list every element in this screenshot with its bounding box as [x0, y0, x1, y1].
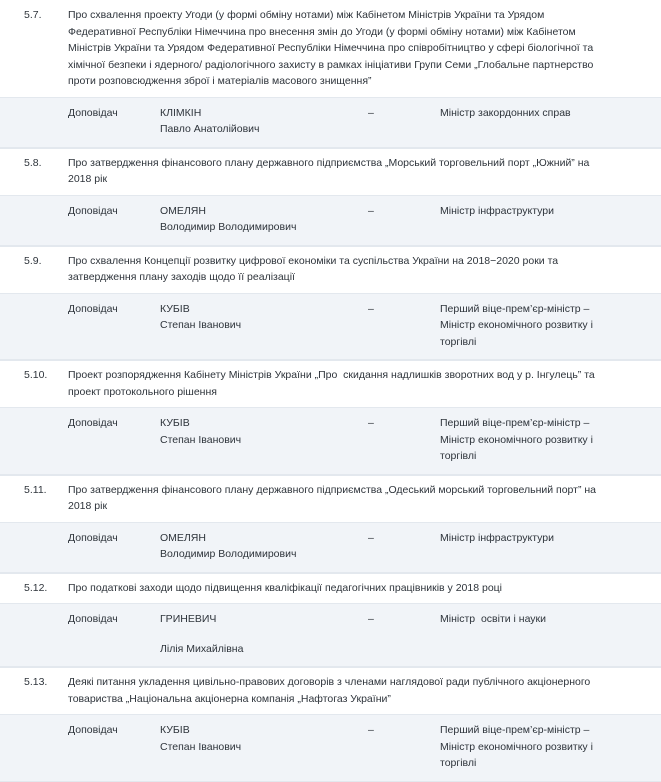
- speaker-role-label: Доповідач: [68, 106, 118, 119]
- speaker-position: Міністр освіти і науки: [440, 613, 547, 625]
- speaker-role-label: Доповідач: [68, 613, 118, 625]
- speaker-position: Перший віце-прем’єр-міністр – Міністр економічного розвитку і торгівлі: [440, 302, 596, 348]
- speaker-given-name: Павло Анатолійович: [160, 123, 260, 135]
- speaker-name: [160, 105, 368, 138]
- agenda-speaker-row: [0, 714, 661, 782]
- speaker-position: Перший віце-прем’єр-міністр – Міністр економічного розвитку і торгівлі: [440, 724, 596, 769]
- speaker-surname: ОМЕЛЯН: [160, 204, 206, 217]
- agenda-speaker-row: [0, 293, 661, 361]
- agenda-speaker-row: [0, 603, 661, 667]
- speaker-position: Перший віце-прем’єр-міністр – Міністр економічного розвитку і торгівлі: [440, 417, 596, 462]
- speaker-dash-separator: –: [368, 302, 374, 315]
- speaker-dash-separator: –: [368, 204, 374, 217]
- speaker-name: [160, 722, 368, 755]
- agenda-item-number: 5.9.: [24, 254, 42, 267]
- speaker-dash-separator: –: [368, 724, 374, 736]
- agenda-item-number: 5.7.: [24, 9, 42, 21]
- agenda-item-title: Про схвалення проекту Угоди (у формі обміну нотами) між Кабінетом Міністрів України та Урядом Федеративної Республіки Німеччина про внесення змін до Угоди (у формі обміну нотами) між Кабінетом Міністрів України та Урядом Федеративної Республіки Німеччина про співробітництво у сфері біологічної та хімічної безпеки і ядерного/ радіологічного захисту в рамках ініціативи Групи Семи „Глобальне партнерство проти розповсюдження зброї і матеріалів масового знищення”: [68, 9, 597, 87]
- agenda-item-title: Деякі питання укладення цивільно-правових договорів з членами наглядової ради публічного акціонерного товариства „Національна акціонерна компанія „Нафтогаз України”: [68, 676, 594, 705]
- agenda-speaker-row: [0, 407, 661, 475]
- speaker-given-name: Степан Іванович: [160, 319, 242, 331]
- agenda-item-row: [0, 573, 661, 604]
- agenda-item-row: [0, 0, 661, 97]
- speaker-surname: ОМЕЛЯН: [160, 531, 206, 544]
- agenda-item-title: Проект розпорядження Кабінету Міністрів України „Про скидання надлишків зворотних вод у р. Інгулець” та проект протокольного рішення: [68, 369, 598, 398]
- speaker-surname: КУБІВ: [160, 724, 190, 736]
- agenda-item-row: [0, 360, 661, 407]
- speaker-role-label: Доповідач: [68, 417, 118, 429]
- speaker-role-label: Доповідач: [68, 302, 118, 315]
- agenda-item-row: [0, 475, 661, 522]
- agenda-item-title: Про затвердження фінансового плану державного підприємства „Одеський морський торговельний порт” на 2018 рік: [68, 483, 599, 512]
- agenda-speaker-row: [0, 195, 661, 246]
- speaker-position: Міністр інфраструктури: [440, 204, 554, 217]
- speaker-given-name: Лілія Михайлівна: [160, 642, 244, 655]
- speaker-position: Міністр інфраструктури: [440, 531, 554, 544]
- agenda-item-number: 5.8.: [24, 156, 42, 169]
- agenda-item-title: Про затвердження фінансового плану державного підприємства „Морський торговельний порт „Южний” на 2018 рік: [68, 156, 593, 185]
- speaker-surname: КУБІВ: [160, 417, 190, 429]
- speaker-role-label: Доповідач: [68, 531, 118, 544]
- speaker-given-name: Володимир Володимирович: [160, 548, 297, 560]
- agenda-item-number: 5.11.: [24, 483, 47, 496]
- agenda-item-title: Про схвалення Концепції розвитку цифрової економіки та суспільства України на 2018−2020 роки та затвердження плану заходів щодо її реалізації: [68, 254, 562, 283]
- speaker-role-label: Доповідач: [68, 724, 118, 736]
- speaker-name: [160, 415, 368, 448]
- speaker-dash-separator: –: [368, 417, 374, 429]
- agenda-item-number: 5.10.: [24, 369, 48, 381]
- speaker-given-name: Володимир Володимирович: [160, 221, 297, 233]
- speaker-name: [160, 203, 368, 236]
- agenda-item-row: [0, 667, 661, 714]
- agenda-speaker-row: [0, 522, 661, 573]
- speaker-role-label: Доповідач: [68, 204, 118, 217]
- speaker-surname: ГРИНЕВИЧ: [160, 613, 217, 625]
- agenda-item-number: 5.13.: [24, 676, 48, 688]
- speaker-name: [160, 530, 368, 563]
- speaker-position: Міністр закордонних справ: [440, 106, 571, 119]
- speaker-dash-separator: –: [368, 106, 374, 119]
- agenda-speaker-row: [0, 97, 661, 148]
- agenda-item-title: Про податкові заходи щодо підвищення кваліфікації педагогічних працівників у 2018 році: [68, 581, 503, 594]
- speaker-given-name: Степан Іванович: [160, 740, 242, 753]
- agenda-item-row: [0, 246, 661, 293]
- speaker-given-name: Степан Іванович: [160, 433, 242, 446]
- speaker-name: [160, 611, 368, 657]
- speaker-name: [160, 301, 368, 334]
- speaker-dash-separator: –: [368, 531, 374, 544]
- speaker-surname: КУБІВ: [160, 302, 190, 315]
- speaker-surname: КЛІМКІН: [160, 106, 202, 119]
- speaker-dash-separator: –: [368, 613, 374, 625]
- agenda-item-row: [0, 148, 661, 195]
- agenda-item-number: 5.12.: [24, 581, 48, 594]
